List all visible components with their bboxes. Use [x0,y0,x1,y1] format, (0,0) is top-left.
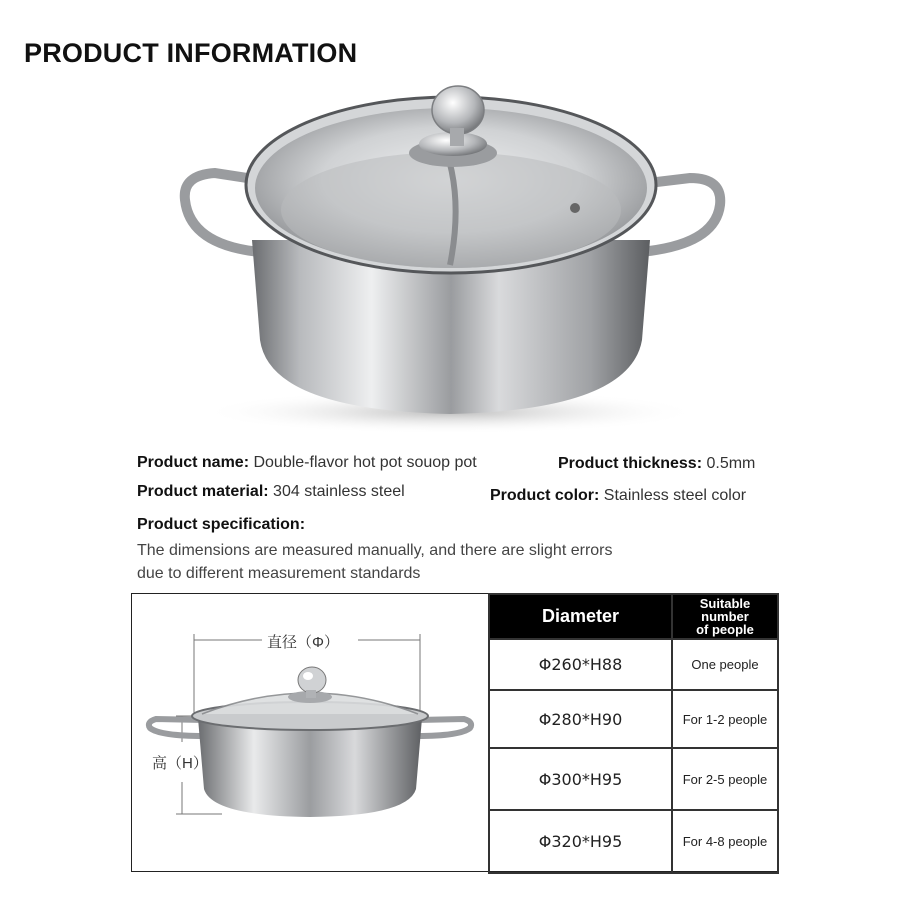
people-header-line-2: number [701,609,749,624]
product-name-line [137,454,477,472]
product-name-label: Product name: [137,454,250,471]
product-material-value: 304 stainless steel [273,483,405,500]
hot-pot-product-image [120,80,780,440]
table-row [489,748,778,810]
people-cell: One people [672,639,778,690]
size-table [488,593,779,874]
spec-note [137,539,737,585]
product-color-label: Product color: [490,487,600,504]
spec-note-line-1: The dimensions are measured manually, and there are slight errors [137,542,613,559]
people-header-line-3: of people [696,622,754,637]
table-row [489,639,778,690]
product-color-value: Stainless steel color [603,487,747,504]
diameter-label: 直径（Φ） [267,634,339,651]
diameter-cell: Φ280*H90 [489,690,672,748]
product-thickness-value: 0.5mm [706,455,756,472]
product-color-line [490,487,746,505]
people-cell: For 2-5 people [672,748,778,810]
people-header [672,594,778,639]
people-cell: For 1-2 people [672,690,778,748]
product-material-label: Product material: [137,483,269,500]
spec-title: Product specification: [137,516,306,533]
table-header-row [489,594,778,639]
product-name-value: Double-flavor hot pot souop pot [253,454,477,471]
height-label: 高（H） [152,755,208,772]
people-header-line-1: Suitable [699,596,751,611]
people-cell: For 4-8 people [672,810,778,873]
spec-note-line-2: due to different measurement standards [137,565,421,582]
diameter-cell: Φ300*H95 [489,748,672,810]
table-row [489,810,778,873]
product-material-line [137,483,405,501]
diameter-cell: Φ320*H95 [489,810,672,873]
diameter-header: Diameter [489,594,672,639]
page-title: PRODUCT INFORMATION [24,38,358,68]
table-row [489,690,778,748]
product-thickness-label: Product thickness: [558,455,703,472]
product-thickness-line [558,455,755,473]
diameter-cell: Φ260*H88 [489,639,672,690]
